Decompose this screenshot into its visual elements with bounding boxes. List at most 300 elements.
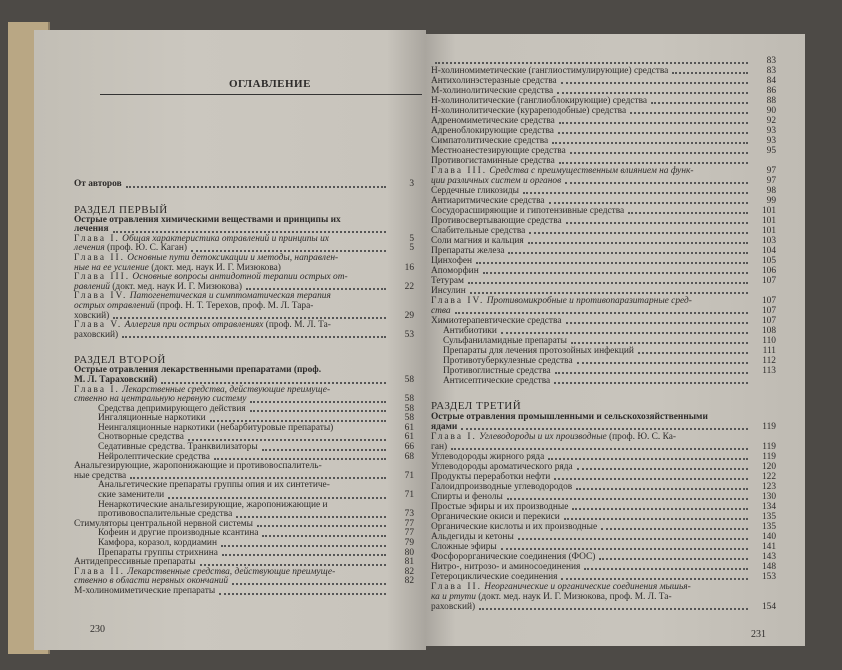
- entry-title: (докт. мед. наук И. Г. Мизюкова): [151, 262, 281, 273]
- entry-page-number: 99: [766, 196, 776, 206]
- dot-leader: [214, 458, 386, 460]
- toc-entry[interactable]: [431, 256, 776, 266]
- entry-page-number: 83: [766, 66, 776, 76]
- toc-entry[interactable]: [74, 321, 414, 331]
- toc-entry[interactable]: [431, 472, 776, 482]
- toc-entry[interactable]: [431, 286, 776, 296]
- dot-leader: [501, 548, 748, 550]
- entry-text: [443, 366, 551, 376]
- entry-title: Камфора, коразол, кордиамин: [98, 538, 217, 548]
- dot-leader: [570, 152, 748, 154]
- toc-entry[interactable]: [431, 366, 776, 376]
- toc-entry[interactable]: [431, 136, 776, 146]
- toc-entry[interactable]: [431, 236, 776, 246]
- dot-leader: [554, 478, 748, 480]
- dot-leader: [479, 608, 748, 610]
- left-page: [34, 30, 426, 650]
- toc-entry[interactable]: [431, 442, 776, 452]
- toc-title: ОГЛАВЛЕНИЕ: [229, 78, 311, 90]
- entry-title: Местноанестезирующие средства: [431, 146, 566, 156]
- entry-text: [74, 302, 313, 312]
- spacer: [74, 190, 414, 198]
- dot-leader: [455, 312, 748, 314]
- entry-text: [431, 126, 554, 136]
- entry-page-number: 82: [404, 576, 414, 587]
- entry-page-number: 61: [404, 432, 414, 443]
- entry-text: [431, 286, 466, 296]
- entry-text: [431, 236, 524, 246]
- chapter-label: Глава V.: [74, 320, 123, 331]
- entry-title: Нейролептические средства: [98, 451, 210, 462]
- dot-leader: [435, 62, 748, 64]
- entry-page-number: 82: [404, 566, 414, 577]
- entry-page-number: 104: [761, 246, 776, 256]
- entry-title: Антидепрессивные препараты: [74, 557, 196, 568]
- entry-page-number: 16: [404, 262, 414, 273]
- dot-leader: [559, 162, 748, 164]
- entry-title-italic: равлений: [74, 281, 110, 292]
- dot-leader: [219, 593, 386, 595]
- entry-title: Цинхофен: [431, 256, 473, 266]
- entry-text: [431, 216, 562, 226]
- entry-page-number: 92: [766, 116, 776, 126]
- dot-leader: [161, 382, 386, 384]
- entry-text: [431, 582, 691, 592]
- entry-page-number: 71: [404, 490, 414, 501]
- entry-page-number: 3: [409, 179, 414, 189]
- entry-text: [431, 462, 573, 472]
- entry-text: [74, 587, 215, 597]
- entry-page-number: 77: [404, 528, 414, 539]
- dot-leader: [200, 564, 386, 566]
- dot-leader: [529, 232, 748, 234]
- dot-leader: [559, 122, 748, 124]
- entry-title-italic: Основные вопросы антидотной терапии острых от-: [132, 272, 348, 283]
- dot-leader: [528, 242, 748, 244]
- dot-leader: [672, 72, 748, 74]
- toc-entry[interactable]: [431, 186, 776, 196]
- entry-text: [431, 76, 557, 86]
- toc-entry[interactable]: [431, 522, 776, 532]
- entry-text: [431, 602, 475, 612]
- dot-leader: [557, 92, 748, 94]
- entry-page-number: 97: [766, 166, 776, 176]
- entry-text: [431, 492, 503, 502]
- dot-leader: [599, 558, 748, 560]
- toc-entry[interactable]: [74, 302, 414, 312]
- toc-entry[interactable]: [431, 196, 776, 206]
- entry-text: [431, 452, 544, 462]
- toc-entry[interactable]: [431, 76, 776, 86]
- toc-entry[interactable]: [431, 492, 776, 502]
- toc-entry[interactable]: [431, 356, 776, 366]
- entry-text: [431, 196, 545, 206]
- entry-title: Органические окиси и перекиси: [431, 512, 560, 522]
- toc-entry[interactable]: [431, 572, 776, 582]
- entry-page-number: 107: [761, 316, 776, 326]
- chapter-label: Глава I.: [74, 233, 120, 244]
- entry-text: [431, 246, 504, 256]
- entry-title-italic: Углеводороды и их производные: [479, 432, 607, 442]
- entry-title: Фосфорорганические соединения (ФОС): [431, 552, 596, 562]
- entry-page-number: 140: [761, 532, 776, 542]
- entry-text: [443, 326, 497, 336]
- toc-entry[interactable]: [431, 116, 776, 126]
- dot-leader: [577, 362, 748, 364]
- entry-title-italic: ции различных систем и органов: [431, 176, 562, 186]
- entry-page-number: 143: [761, 552, 776, 562]
- entry-title-italic: ственно в области нервных окончаний: [74, 576, 229, 587]
- entry-page-number: 113: [762, 366, 776, 376]
- toc-entry[interactable]: [431, 156, 776, 166]
- dot-leader: [126, 186, 386, 188]
- entry-title: Продукты переработки нефти: [431, 472, 551, 482]
- toc-entry[interactable]: [431, 336, 776, 346]
- entry-title: Средства депримирующего действия: [98, 403, 246, 414]
- dot-leader: [561, 82, 748, 84]
- entry-title-italic: Аллергия при острых отравлениях: [124, 320, 264, 331]
- entry-page-number: 112: [762, 356, 776, 366]
- entry-page-number: 29: [404, 310, 414, 321]
- entry-title: Сосудорасширяющие и гипотензивные средства: [431, 206, 625, 216]
- entry-title: ядами: [431, 422, 458, 432]
- entry-title: Адреноблокирующие средства: [431, 126, 554, 136]
- entry-page-number: 83: [766, 56, 776, 66]
- entry-text: [431, 96, 647, 106]
- entry-page-number: 68: [404, 451, 414, 462]
- toc-entry[interactable]: [431, 582, 776, 592]
- entry-page-number: 148: [761, 562, 776, 572]
- toc-entry[interactable]: [431, 432, 776, 442]
- entry-title: Ненаркотические анальгезирующие, жаропонижающие и: [98, 499, 328, 510]
- dot-leader: [566, 322, 749, 324]
- toc-entry[interactable]: [431, 276, 776, 286]
- section-heading: РАЗДЕЛ ТРЕТИЙ: [431, 400, 522, 412]
- toc-entry[interactable]: [431, 226, 776, 236]
- entry-text: [74, 216, 341, 226]
- dot-leader: [262, 535, 386, 537]
- toc-entry[interactable]: [431, 66, 776, 76]
- entry-title: Снотворные средства: [98, 432, 184, 443]
- entry-page-number: 141: [761, 542, 776, 552]
- entry-title-italic: ства: [431, 306, 451, 316]
- dot-leader: [188, 439, 386, 441]
- entry-title: Противосвертывающие средства: [431, 216, 562, 226]
- dot-leader: [470, 292, 748, 294]
- entry-text: [431, 156, 555, 166]
- dot-leader: [554, 382, 748, 384]
- dot-leader: [221, 545, 386, 547]
- toc-entry[interactable]: [431, 346, 776, 356]
- entry-title: Острые отравления химическими веществами и принципы их: [74, 214, 341, 225]
- entry-text: [443, 376, 550, 386]
- entry-page-number: 130: [761, 492, 776, 502]
- dot-leader: [130, 477, 386, 479]
- toc-entry[interactable]: [431, 502, 776, 512]
- toc-entry[interactable]: [431, 96, 776, 106]
- entry-title-italic: Основные пути детоксикации и методы, направлен-: [127, 252, 339, 263]
- entry-title: Н-холиномиметические (ганглиостимулирующие) средства: [431, 66, 669, 76]
- dot-leader: [507, 498, 748, 500]
- toc-entry[interactable]: [431, 412, 776, 422]
- dot-leader: [572, 508, 748, 510]
- entry-page-number: 5: [409, 233, 414, 244]
- entry-title: Кофеин и другие производные ксантина: [98, 528, 259, 539]
- dot-leader: [584, 568, 748, 570]
- entry-title: Острые отравления промышленными и сельскохозяйственными: [431, 412, 708, 422]
- entry-title: Слабительные средства: [431, 226, 526, 236]
- dot-leader: [601, 528, 748, 530]
- entry-title: Препараты железа: [431, 246, 505, 256]
- toc-entry[interactable]: [431, 602, 776, 612]
- toc-entry[interactable]: [431, 592, 776, 602]
- toc-entry[interactable]: [431, 206, 776, 216]
- entry-page-number: 105: [761, 256, 776, 266]
- entry-text: [431, 422, 457, 432]
- toc-entry[interactable]: [431, 316, 776, 326]
- entry-title-italic: острых отравлений: [74, 300, 155, 311]
- toc-entry[interactable]: [431, 422, 776, 432]
- title-rule: [100, 94, 422, 95]
- entry-page-number: 80: [404, 547, 414, 558]
- entry-title: Антибиотики: [443, 326, 497, 336]
- entry-title-italic: ные на ее усиление: [74, 262, 149, 273]
- dot-leader: [555, 372, 748, 374]
- chapter-label: Глава IV.: [431, 296, 485, 306]
- entry-page-number: 123: [761, 482, 776, 492]
- entry-page-number: 98: [766, 186, 776, 196]
- entry-page-number: 93: [766, 136, 776, 146]
- entry-title: Антисептические средства: [443, 376, 551, 386]
- dot-leader: [476, 262, 748, 264]
- page-number: 231: [751, 629, 766, 640]
- entry-page-number: 101: [761, 216, 776, 226]
- toc-entry[interactable]: [431, 376, 776, 386]
- dot-leader: [262, 449, 386, 451]
- dot-leader: [168, 497, 386, 499]
- entry-title: (докт. мед. наук И. Г. Мизюкова): [112, 281, 243, 292]
- entry-title: ные средства: [74, 470, 127, 481]
- entry-title: противовоспалительные средства: [98, 509, 233, 520]
- toc-entry[interactable]: [431, 326, 776, 336]
- toc-entry[interactable]: [431, 216, 776, 226]
- entry-page-number: 58: [404, 394, 414, 405]
- dot-leader: [122, 336, 386, 338]
- toc-entry[interactable]: [431, 512, 776, 522]
- dot-leader: [561, 578, 748, 580]
- entry-text: [431, 542, 497, 552]
- entry-text: [431, 106, 626, 116]
- dot-leader: [191, 250, 386, 252]
- entry-title: Тетурам: [431, 276, 464, 286]
- entry-title: Н-холинолитические (ганглиоблокирующие) средства: [431, 96, 648, 106]
- entry-page-number: 111: [762, 346, 776, 356]
- toc-entry[interactable]: [74, 216, 414, 226]
- entry-page-number: 106: [761, 266, 776, 276]
- toc-entry[interactable]: [74, 587, 414, 597]
- entry-title: Анальгетические препараты группы опия и их синтетиче-: [98, 480, 330, 491]
- entry-page-number: 154: [761, 602, 776, 612]
- entry-title-italic: ка и ртути: [431, 592, 476, 602]
- entry-page-number: 66: [404, 442, 414, 453]
- entry-page-number: 58: [404, 413, 414, 424]
- entry-text: [431, 482, 572, 492]
- dot-leader: [210, 420, 386, 422]
- dot-leader: [257, 525, 386, 527]
- entry-title-italic: лечения: [74, 243, 105, 254]
- entry-text: [431, 116, 555, 126]
- entry-page-number: 119: [762, 422, 776, 432]
- toc-list-right: [431, 56, 776, 612]
- toc-entry[interactable]: [431, 176, 776, 186]
- dot-leader: [236, 516, 386, 518]
- entry-title: (докт. мед. наук И. Г. Мизюкова, проф. М. Л. Та-: [478, 592, 672, 602]
- entry-title: Органические кислоты и их производные: [431, 522, 598, 532]
- dot-leader: [558, 132, 748, 134]
- toc-entry[interactable]: [431, 56, 776, 66]
- toc-list-left: [74, 180, 414, 597]
- entry-title: лечения: [74, 224, 109, 235]
- entry-title-italic: Лекарственные средства, действующие преимуще-: [127, 566, 336, 577]
- entry-text: [431, 316, 562, 326]
- entry-title: Гетероциклические соединения: [431, 572, 558, 582]
- entry-text: [431, 502, 568, 512]
- entry-title: Противогистаминные средства: [431, 156, 555, 166]
- toc-entry[interactable]: [431, 296, 776, 306]
- entry-page-number: 93: [766, 126, 776, 136]
- entry-title: ган): [431, 442, 448, 452]
- entry-page-number: 101: [761, 226, 776, 236]
- entry-title: ховский): [74, 310, 110, 321]
- entry-text: [431, 66, 668, 76]
- entry-title: Стимуляторы центральной нервной системы: [74, 518, 253, 529]
- entry-title: Галоидпроизводные углеводородов: [431, 482, 573, 492]
- entry-text: [431, 306, 451, 316]
- dot-leader: [250, 401, 386, 403]
- entry-text: [431, 572, 557, 582]
- entry-page-number: 86: [766, 86, 776, 96]
- entry-title-italic: Патогенетическая и симптоматическая терапия: [129, 291, 331, 302]
- toc-entry[interactable]: [431, 562, 776, 572]
- entry-title: раховский): [74, 329, 119, 340]
- entry-title: Антиаритмические средства: [431, 196, 545, 206]
- entry-title: (проф. Ю. С. Ка-: [609, 432, 676, 442]
- dot-leader: [628, 212, 748, 214]
- dot-leader: [552, 142, 748, 144]
- entry-text: [431, 256, 472, 266]
- chapter-label: Глава II.: [74, 252, 125, 263]
- entry-title: Химиотерапевтические средства: [431, 316, 562, 326]
- entry-title: Седативные средства. Транквилизаторы: [98, 442, 258, 453]
- toc-entry[interactable]: [431, 482, 776, 492]
- entry-title-italic: Общая характеристика отравлений и принципы их: [122, 233, 329, 244]
- entry-title: М-холиномиметические препараты: [74, 585, 216, 596]
- dot-leader: [250, 410, 386, 412]
- entry-title: Нитро-, нитрозо- и аминосоединения: [431, 562, 581, 572]
- entry-title: Н-холинолитические (курареподобные) средства: [431, 106, 627, 116]
- entry-title: Ингаляционные наркотики: [98, 413, 206, 424]
- entry-text: [431, 562, 580, 572]
- toc-entry[interactable]: [431, 462, 776, 472]
- entry-page-number: 61: [404, 422, 414, 433]
- chapter-label: Глава II.: [431, 582, 482, 592]
- toc-entry[interactable]: [431, 452, 776, 462]
- toc-entry[interactable]: [431, 86, 776, 96]
- entry-title: Сложные эфиры: [431, 542, 497, 552]
- entry-page-number: 71: [404, 470, 414, 481]
- entry-title: Апоморфин: [431, 266, 479, 276]
- entry-title: Анальгезирующие, жаропонижающие и противовоспалитель-: [74, 461, 322, 472]
- entry-text: [431, 166, 694, 176]
- toc-entry[interactable]: [431, 106, 776, 116]
- entry-title: Спирты и фенолы: [431, 492, 503, 502]
- toc-entry[interactable]: [431, 246, 776, 256]
- entry-text: [431, 206, 624, 216]
- dot-leader: [630, 112, 748, 114]
- dot-leader: [564, 518, 748, 520]
- dot-leader: [501, 332, 748, 334]
- entry-title: Соли магния и кальция: [431, 236, 524, 246]
- entry-page-number: 153: [761, 572, 776, 582]
- entry-text: [431, 176, 561, 186]
- entry-page-number: 122: [761, 472, 776, 482]
- dot-leader: [483, 272, 748, 274]
- chapter-label: Глава III.: [74, 272, 131, 283]
- entry-text: [431, 442, 447, 452]
- chapter-label: Глава IV.: [74, 291, 128, 302]
- toc-entry[interactable]: [431, 306, 776, 316]
- right-page: [425, 34, 805, 646]
- entry-page-number: 108: [761, 326, 776, 336]
- entry-text: [74, 180, 122, 190]
- entry-text: [431, 552, 595, 562]
- entry-text: [431, 522, 597, 532]
- entry-page-number: 58: [404, 403, 414, 414]
- entry-page-number: 135: [761, 512, 776, 522]
- entry-page-number: 84: [766, 76, 776, 86]
- entry-title: (проф. Н. Т. Терехов, проф. М. Л. Тара-: [156, 300, 314, 311]
- entry-title: Альдегиды и кетоны: [431, 532, 514, 542]
- entry-title: Углеводороды жирного ряда: [431, 452, 545, 462]
- entry-text: [431, 146, 566, 156]
- entry-title: М-холинолитические средства: [431, 86, 554, 96]
- toc-entry[interactable]: [431, 542, 776, 552]
- dot-leader: [548, 458, 748, 460]
- section-heading: РАЗДЕЛ ВТОРОЙ: [74, 354, 166, 367]
- toc-entry[interactable]: [431, 126, 776, 136]
- toc-entry[interactable]: [431, 552, 776, 562]
- entry-title: Неингаляционные наркотики (небарбитуровые препараты): [98, 422, 334, 433]
- toc-entry[interactable]: [74, 180, 414, 190]
- spacer: [74, 340, 414, 348]
- entry-title: Антихолинэстеразные средства: [431, 76, 557, 86]
- toc-entry[interactable]: [431, 146, 776, 156]
- entry-page-number: 79: [404, 538, 414, 548]
- chapter-label: Глава I.: [431, 432, 477, 442]
- dot-leader: [577, 468, 748, 470]
- entry-text: [431, 186, 519, 196]
- entry-title-italic: Неорганические и органические соединения мышья-: [484, 582, 691, 592]
- toc-entry[interactable]: [74, 331, 414, 341]
- entry-title: Инсулин: [431, 286, 466, 296]
- entry-title: Острые отравления лекарственными препаратами (проф.: [74, 365, 322, 376]
- toc-entry[interactable]: [431, 532, 776, 542]
- toc-entry[interactable]: [431, 166, 776, 176]
- toc-entry[interactable]: [431, 266, 776, 276]
- entry-title: Симпатолитические средства: [431, 136, 549, 146]
- entry-text: [431, 226, 525, 236]
- entry-title: (проф. Ю. С. Каган): [107, 243, 188, 254]
